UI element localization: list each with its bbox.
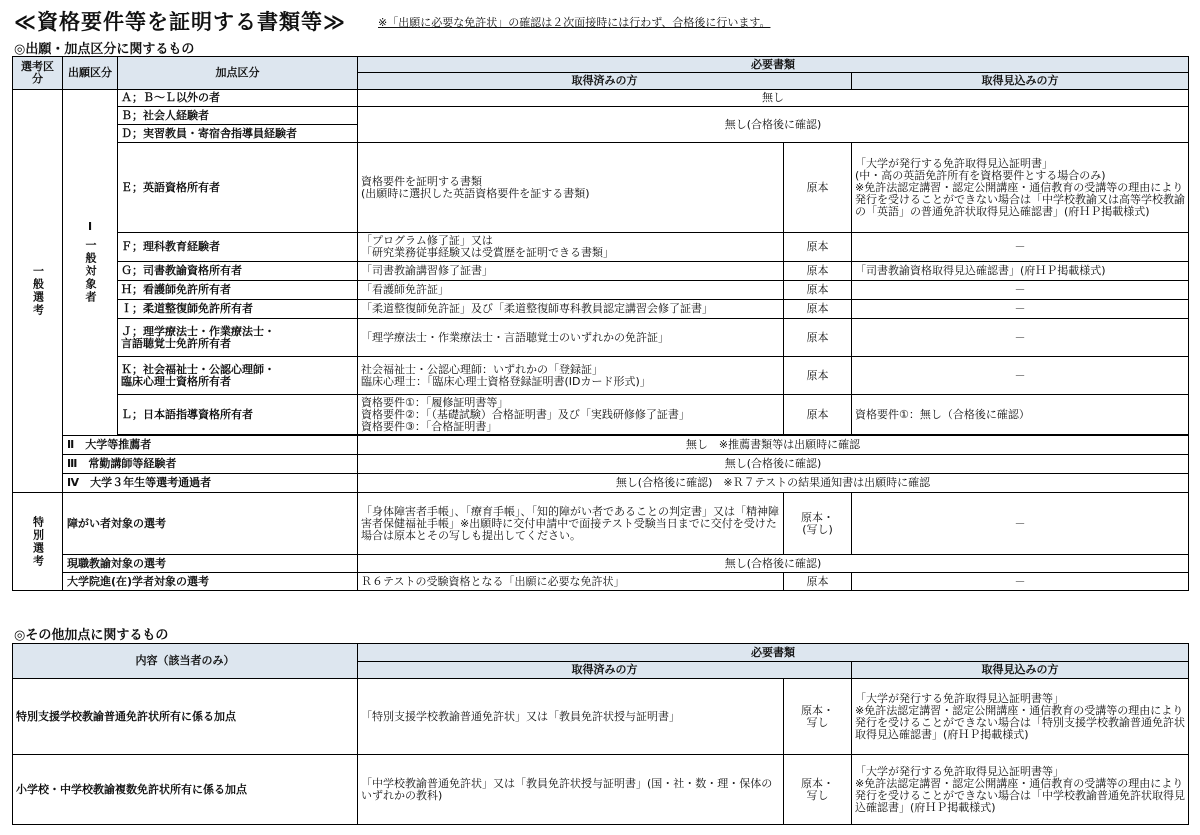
row-k-expected: －: [852, 357, 1189, 395]
header-bonus-category: 加点区分: [118, 57, 358, 90]
row-special-support-doc: 「特別支援学校教諭普通免許状」又は「教員免許状授与証明書」: [358, 679, 784, 755]
row-f-doc: 「プログラム修了証」又は 「研究業務従事経験又は受賞歴を証明できる書類」: [358, 233, 784, 262]
application-requirements-table: [12, 56, 1189, 591]
row-e-label: Ｅ；英語資格所有者: [118, 143, 358, 233]
group-special-selection: 特別選考: [13, 493, 63, 591]
row-bd-doc: 無し(合格後に確認): [358, 107, 1189, 143]
header-acquired: 取得済みの方: [358, 73, 852, 90]
row-i-label: Ｉ；柔道整復師免許所有者: [118, 300, 358, 319]
row-h-expected: －: [852, 281, 1189, 300]
row-special-support-label: 特別支援学校教諭普通免許状所有に係る加点: [13, 679, 358, 755]
row-g-expected: 「司書教諭資格取得見込確認書」(府ＨＰ掲載様式): [852, 262, 1189, 281]
row-j-label: Ｊ；理学療法士・作業療法士・ 言語聴覚士免許所有者: [118, 319, 358, 357]
row-e-doc: 資格要件を証明する書類 (出願時に選択した英語資格要件を証する書類): [358, 143, 784, 233]
row-ii-label: Ⅱ 大学等推薦者: [63, 436, 358, 455]
row-s2-doc: 無し(合格後に確認): [358, 555, 1189, 573]
row-iii-label: Ⅲ 常勤講師等経験者: [63, 455, 358, 474]
row-i-doc: 「柔道整復師免許証」及び「柔道整復師専科教員認定講習会修了証書」: [358, 300, 784, 319]
row-multi-license-doc: 「中学校教諭普通免許状」又は「教員免許状授与証明書」(国・社・数・理・保体のいずれかの教科): [358, 755, 784, 825]
row-j-doc: 「理学療法士・作業療法士・言語聴覚士のいずれかの免許証」: [358, 319, 784, 357]
row-l-doc: 資格要件①：「履修証明書等」 資格要件②：「（基礎試験）合格証明書」及び「実践研修修了証書」 資格要件③：「合格証明書」: [358, 395, 784, 435]
row-d-label: Ｄ；実習教員・寄宿舎指導員経験者: [118, 125, 358, 143]
row-s3-label: 大学院進(在)学者対象の選考: [63, 573, 358, 591]
row-special-support-expected: 「大学が発行する免許取得見込証明書等」 ※免許法認定講習・認定公開講座・通信教育の受講等の理由により発行を受けることができない場合は「特別支援学校教諭普通免許状取得見込確認書」(府ＨＰ掲載様式): [852, 679, 1189, 755]
row-e-expected: 「大学が発行する免許取得見込証明書」 (中・高の英語免許所有を資格要件とする場合のみ) ※免許法認定講習・認定公開講座・通信教育の受講等の理由により発行を受けることができない場合は「中学校教諭又は高等学校教諭の「英語」の普通免許状取得見込確認書」(府ＨＰ掲載様式): [852, 143, 1189, 233]
row-iv-label: Ⅳ 大学３年生等選考通過者: [63, 474, 358, 493]
header-application-category: 出願区分: [63, 57, 118, 90]
row-multi-license-original: 原本・ 写し: [784, 755, 852, 825]
row-h-original: 原本: [784, 281, 852, 300]
row-h-label: Ｈ；看護師免許所有者: [118, 281, 358, 300]
row-multi-license-label: 小学校・中学校教諭複数免許状所有に係る加点: [13, 755, 358, 825]
row-g-label: Ｇ；司書教諭資格所有者: [118, 262, 358, 281]
row-i-expected: －: [852, 300, 1189, 319]
row-iv-doc: 無し(合格後に確認) ※Ｒ７テストの結果通知書は出願時に確認: [358, 474, 1189, 493]
row-f-original: 原本: [784, 233, 852, 262]
row-e-original: 原本: [784, 143, 852, 233]
row-l-label: Ｌ；日本語指導資格所有者: [118, 395, 358, 435]
row-f-label: Ｆ；理科教育経験者: [118, 233, 358, 262]
row-s1-label: 障がい者対象の選考: [63, 493, 358, 555]
row-a-doc: 無し: [358, 90, 1189, 107]
header-required-documents-2: 必要書類: [358, 644, 1189, 662]
row-ii-doc: 無し ※推薦書類等は出願時に確認: [358, 436, 1189, 455]
title-note: ※「出願に必要な免許状」の確認は２次面接時には行わず、合格後に行います。: [378, 16, 771, 29]
section-heading-application: ◎出願・加点区分に関するもの: [14, 42, 195, 57]
page-title: ≪資格要件等を証明する書類等≫: [14, 10, 346, 34]
row-k-original: 原本: [784, 357, 852, 395]
row-special-support-original: 原本・ 写し: [784, 679, 852, 755]
row-multi-license-expected: 「大学が発行する免許取得見込証明書等」 ※免許法認定講習・認定公開講座・通信教育の受講等の理由により発行を受けることができない場合は「中学校教諭普通免許状取得見込確認書」(府ＨＰ掲載様式): [852, 755, 1189, 825]
header-acquired-2: 取得済みの方: [358, 662, 852, 679]
row-s3-expected: －: [852, 573, 1189, 591]
row-a-label: Ａ；Ｂ～Ｌ以外の者: [118, 90, 358, 107]
row-l-original: 原本: [784, 395, 852, 435]
row-k-label: Ｋ；社会福祉士・公認心理師・ 臨床心理士資格所有者: [118, 357, 358, 395]
group-general-selection: 一般選考: [13, 90, 63, 493]
header-expected-2: 取得見込みの方: [852, 662, 1189, 679]
row-j-expected: －: [852, 319, 1189, 357]
row-s1-expected: －: [852, 493, 1189, 555]
other-bonus-table: [12, 643, 1189, 825]
row-g-doc: 「司書教諭講習修了証書」: [358, 262, 784, 281]
row-s1-original: 原本・ (写し): [784, 493, 852, 555]
row-h-doc: 「看護師免許証」: [358, 281, 784, 300]
row-s3-original: 原本: [784, 573, 852, 591]
row-b-label: Ｂ；社会人経験者: [118, 107, 358, 125]
row-s1-doc: 「身体障害者手帳」、「療育手帳」、「知的障がい者であることの判定書」又は「精神障害者保健福祉手帳」※出願時に交付申請中で面接テスト受験当日までに交付を受けた場合は原本とその写しも提出してください。: [358, 493, 784, 555]
row-g-original: 原本: [784, 262, 852, 281]
row-s2-label: 現職教諭対象の選考: [63, 555, 358, 573]
row-iii-doc: 無し(合格後に確認): [358, 455, 1189, 474]
section-heading-other: ◎その他加点に関するもの: [14, 628, 169, 643]
header-expected: 取得見込みの方: [852, 73, 1189, 90]
row-i-original: 原本: [784, 300, 852, 319]
row-k-doc: 社会福祉士・公認心理師：いずれかの「登録証」 臨床心理士：「臨床心理士資格登録証明書(IDカード形式)」: [358, 357, 784, 395]
group-general-target: Ⅰ 一般対象者: [63, 90, 118, 436]
row-s3-doc: Ｒ６テストの受験資格となる「出願に必要な免許状」: [358, 573, 784, 591]
header-required-documents: 必要書類: [358, 57, 1189, 73]
row-l-expected: 資格要件①：無し（合格後に確認）: [852, 395, 1189, 435]
row-f-expected: －: [852, 233, 1189, 262]
header-selection-category: 選考区分: [13, 57, 63, 90]
row-j-original: 原本: [784, 319, 852, 357]
header-content: 内容（該当者のみ）: [13, 644, 358, 679]
